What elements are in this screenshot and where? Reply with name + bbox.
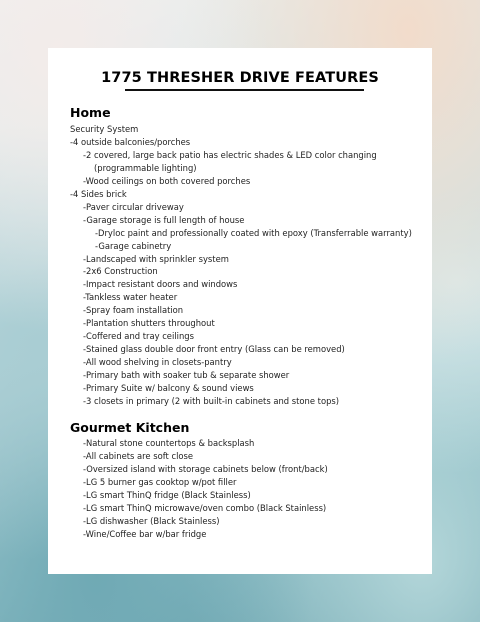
list-item: -Impact resistant doors and windows xyxy=(83,279,238,290)
list-item: -Wine/Coffee bar w/bar fridge xyxy=(83,528,207,539)
list-item: -Natural stone countertops & backsplash xyxy=(83,438,255,448)
list-item: -Wood ceilings on both covered porches xyxy=(83,175,251,186)
list-item: -Oversized island with storage cabinets below (front/back) xyxy=(83,463,328,474)
list-item: -Landscaped with sprinkler system xyxy=(83,253,229,264)
list-item: -Spray foam installation xyxy=(83,305,184,316)
list-item: -LG smart ThinQ fridge (Black Stainless) xyxy=(83,489,251,500)
page-title: 1775 THRESHER DRIVE FEATURES xyxy=(101,70,379,86)
list-item: -Plantation shutters throughout xyxy=(83,318,215,329)
list-item: -Garage storage is full length of house xyxy=(83,214,245,225)
list-item: -Garage cabinetry xyxy=(95,240,172,251)
list-item: -All cabinets are soft close xyxy=(83,450,194,461)
section-heading-home: Home xyxy=(70,105,111,120)
list-item: -Tankless water heater xyxy=(83,292,178,303)
list-item: -Stained glass double door front entry (Glass can be removed) xyxy=(83,344,345,355)
list-item: (programmable lighting) xyxy=(94,162,197,173)
home-feature-list xyxy=(70,123,412,408)
list-item: -4 outside balconies/porches xyxy=(70,136,191,147)
list-item: -All wood shelving in closets-pantry xyxy=(83,357,232,368)
list-item: Security System xyxy=(70,124,139,134)
list-item: -LG dishwasher (Black Stainless) xyxy=(83,515,220,526)
kitchen-feature-list xyxy=(70,437,328,541)
list-item: -Dryloc paint and professionally coated with epoxy (Transferrable warranty) xyxy=(95,227,412,238)
list-item: -Primary bath with soaker tub & separate shower xyxy=(83,370,290,381)
list-item: -2x6 Construction xyxy=(83,266,158,277)
title-underline xyxy=(125,89,364,91)
list-item: -Paver circular driveway xyxy=(83,201,184,212)
list-item: -Primary Suite w/ balcony & sound views xyxy=(83,383,254,394)
list-item: -2 covered, large back patio has electric shades & LED color changing xyxy=(83,149,377,160)
list-item: -LG 5 burner gas cooktop w/pot filler xyxy=(83,476,237,487)
feature-sheet xyxy=(48,48,432,574)
list-item: -4 Sides brick xyxy=(70,188,127,199)
list-item: -3 closets in primary (2 with built-in cabinets and stone tops) xyxy=(83,396,340,407)
list-item: -LG smart ThinQ microwave/oven combo (Black Stainless) xyxy=(83,502,327,513)
list-item: -Coffered and tray ceilings xyxy=(83,331,194,342)
section-heading-kitchen: Gourmet Kitchen xyxy=(70,420,190,435)
